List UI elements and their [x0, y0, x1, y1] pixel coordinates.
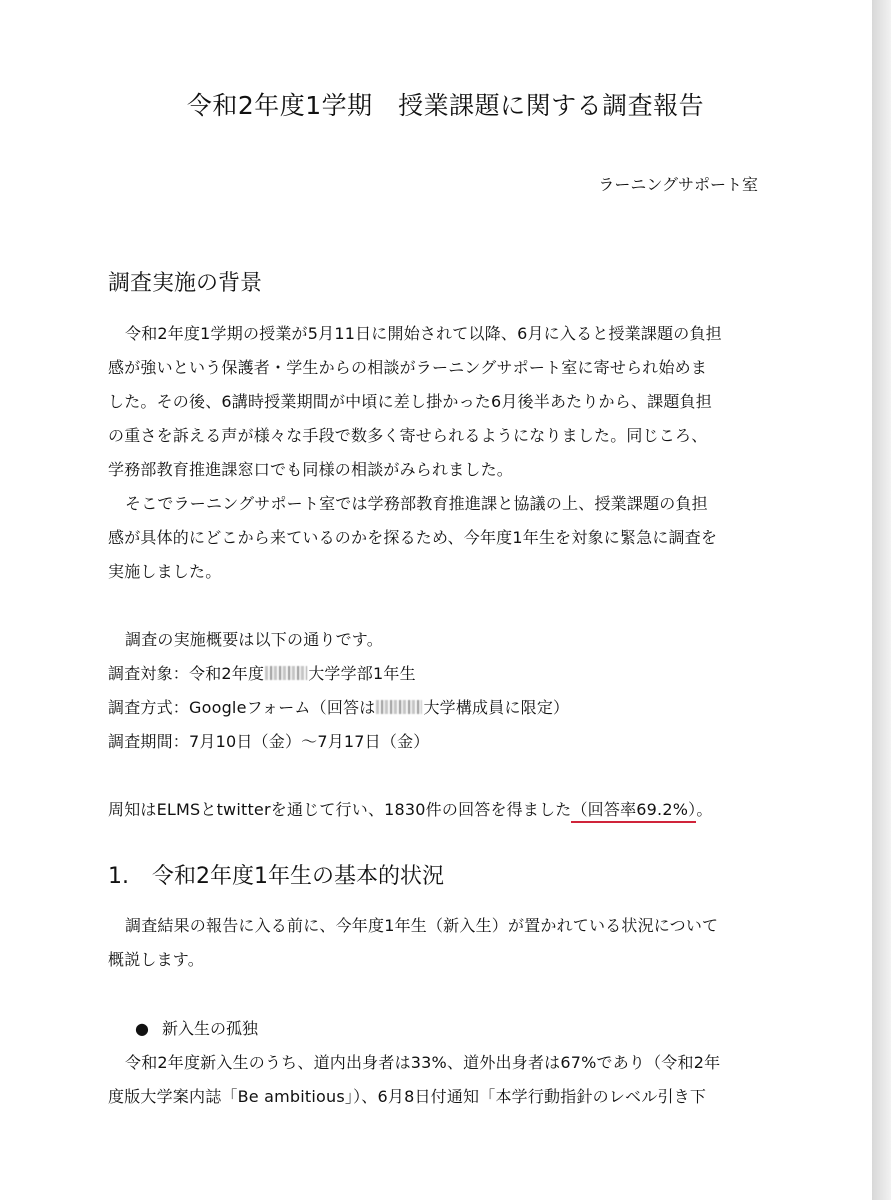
overview-intro: 調査の実施概要は以下の通りです。: [125, 630, 383, 649]
paragraph-line: そこでラーニングサポート室では学務部教育推進課と協議の上、授業課題の負担: [125, 494, 708, 513]
redacted-mark: [376, 700, 422, 714]
bullet-title: 新入生の孤独: [162, 1019, 259, 1038]
survey-method-prefix: 調査方式：Googleフォーム（回答は: [108, 698, 376, 717]
survey-result-end: 。: [696, 800, 713, 819]
section-heading-1: [108, 859, 444, 890]
paragraph-line: 度版大学案内誌「Be ambitious」）、6月8日付通知「本学行動指針のレベル引き下: [108, 1087, 707, 1106]
author-label: ラーニングサポート室: [598, 175, 758, 194]
bullet-icon: ●: [135, 1019, 149, 1038]
paragraph-line: 令和2年度新入生のうち、道内出身者は33%、道外出身者は67%であり（令和2年: [125, 1053, 721, 1072]
section-heading-background: 調査実施の背景: [108, 271, 263, 296]
section-number: 1.: [108, 864, 129, 889]
redacted-mark: [265, 666, 307, 680]
paragraph-line: 感が具体的にどこから来ているのかを探るため、今年度1年生を対象に緊急に調査を: [108, 528, 718, 547]
paragraph-line: 令和2年度1学期の授業が5月11日に開始されて以降、6月に入ると授業課題の負担: [125, 324, 722, 343]
survey-target-suffix: 大学学部1年生: [308, 664, 416, 683]
page-edge: [872, 0, 891, 1200]
paragraph-line: 実施しました。: [108, 562, 222, 581]
survey-target: [108, 661, 416, 684]
paragraph-line: の重さを訴える声が様々な手段で数多く寄せられるようになりました。同じころ、: [108, 426, 708, 445]
response-rate: （回答率69.2%）: [571, 800, 696, 823]
survey-result-text: 周知はELMSとtwitterを通じて行い、1830件の回答を得ました: [108, 800, 572, 819]
survey-result: [108, 797, 713, 820]
paragraph-line: 感が強いという保護者・学生からの相談がラーニングサポート室に寄せられ始めま: [108, 358, 708, 377]
paragraph-line: 調査結果の報告に入る前に、今年度1年生（新入生）が置かれている状況について: [125, 916, 719, 935]
survey-target-prefix: 調査対象：令和2年度: [108, 664, 265, 683]
document-title: 令和2年度1学期 授業課題に関する調査報告: [186, 91, 705, 120]
paragraph-line: 概説します。: [108, 950, 204, 969]
paragraph-line: 学務部教育推進課窓口でも同様の相談がみられました。: [108, 460, 514, 479]
section-title: 令和2年度1年生の基本的状況: [152, 864, 444, 889]
bullet-item: [135, 1016, 258, 1039]
paragraph-line: した。その後、6講時授業期間が中頃に差し掛かった6月後半あたりから、課題負担: [108, 392, 712, 411]
survey-method-suffix: 大学構成員に限定）: [423, 698, 570, 717]
survey-method: [108, 695, 569, 718]
survey-period: 調査期間：7月10日（金）～7月17日（金）: [108, 732, 430, 751]
